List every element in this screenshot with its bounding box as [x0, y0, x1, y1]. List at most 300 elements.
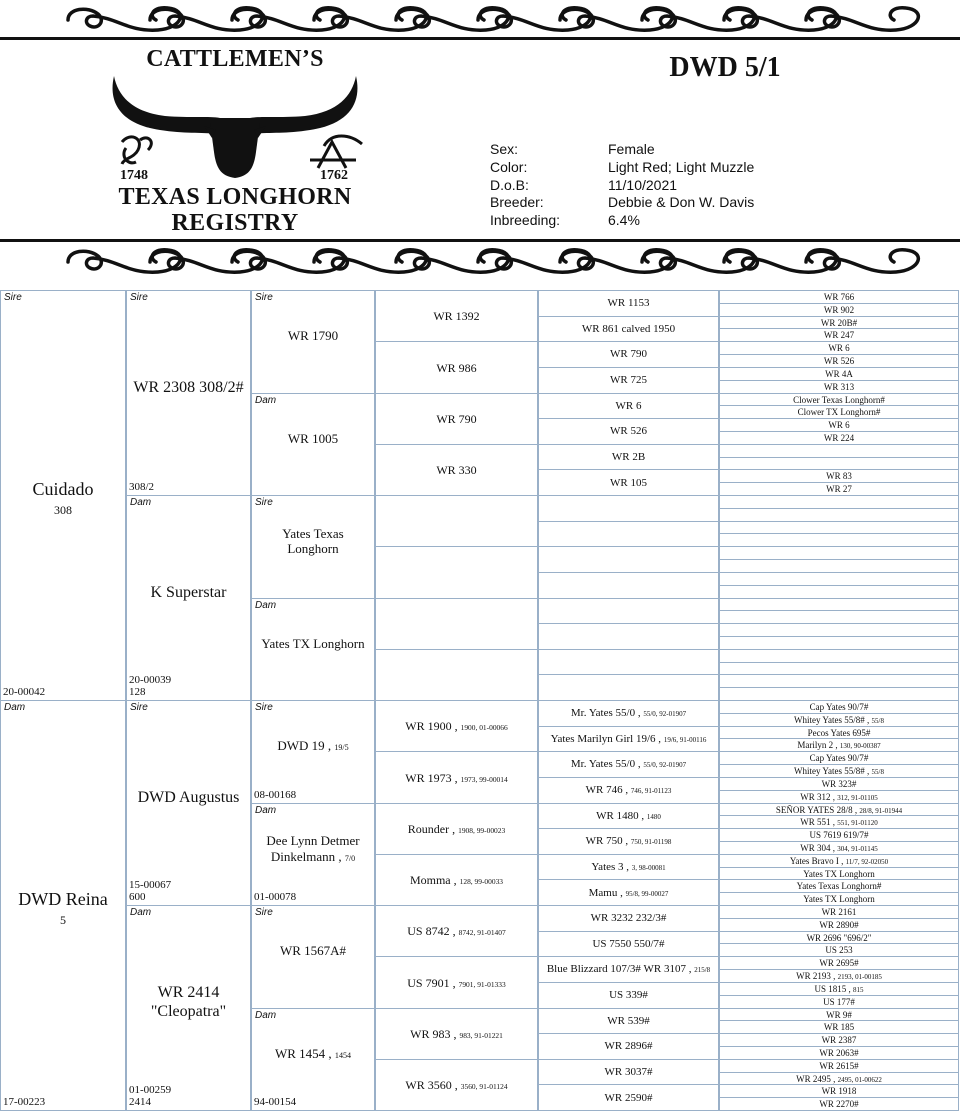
animal-name — [720, 984, 958, 995]
pedigree-cell-gen5 — [538, 931, 719, 958]
pedigree-cell-gen6 — [719, 610, 959, 624]
animal-name-text: WR 750 , — [585, 835, 631, 848]
animal-name-text: WR 861 calved 1950 — [581, 322, 676, 335]
registration-number: 3, 98-00081 — [631, 863, 666, 872]
animal-name — [539, 477, 718, 490]
animal-name — [720, 1061, 958, 1072]
animal-name-text: DWD 19 , — [277, 738, 335, 754]
animal-name-text: US 1815 , — [814, 983, 853, 994]
animal-name — [252, 833, 374, 864]
animal-name-text: Marilyn 2 , — [797, 740, 840, 751]
pedigree-cell-gen6 — [719, 328, 959, 342]
parent-role-label: Dam — [255, 1009, 277, 1021]
color-label: Color: — [490, 159, 528, 175]
animal-name — [720, 343, 958, 354]
pedigree-cell-gen6 — [719, 559, 959, 573]
pedigree-cell-gen6 — [719, 533, 959, 547]
pedigree-cell-gen5 — [538, 1008, 719, 1035]
pedigree-cell-gen4 — [375, 905, 538, 957]
animal-name — [720, 856, 958, 867]
pedigree-cell-gen4 — [375, 444, 538, 496]
animal-name-text: WR 27 — [826, 484, 852, 495]
animal-name-text: WR 9# — [826, 1009, 852, 1020]
bottom-scroll-border — [0, 242, 960, 282]
pedigree-cell-gen6 — [719, 841, 959, 855]
animal-name — [720, 779, 958, 790]
animal-name-text: Cuidado — [32, 479, 94, 500]
pedigree-cell-gen6 — [719, 546, 959, 560]
registration-number: 2193, 01-00185 — [837, 973, 882, 982]
animal-name-text: Dee Lynn Detmer Dinkelmann , — [266, 833, 360, 864]
animal-name — [720, 728, 958, 739]
registration-id: 308/2 — [129, 481, 155, 494]
animal-name-text: Yates Texas Longhorn — [282, 525, 344, 557]
parent-role-label: Dam — [255, 599, 277, 611]
animal-name — [252, 636, 374, 652]
animal-name — [720, 869, 958, 880]
animal-name-text: WR 526 — [610, 425, 647, 438]
pedigree-cell-gen3 — [251, 598, 375, 702]
year-right: 1762 — [320, 168, 348, 183]
animal-name-text: WR 2063# — [819, 1047, 859, 1058]
pedigree-cell-gen6 — [719, 598, 959, 612]
registry-logo — [100, 42, 370, 238]
parent-role-label: Sire — [255, 907, 273, 918]
animal-name-text: WR 323# — [821, 778, 857, 789]
pedigree-cell-gen4 — [375, 546, 538, 598]
registration-id: 94-00154 — [254, 1096, 297, 1109]
breeder-label: Breeder: — [490, 194, 544, 210]
pedigree-cell-gen4 — [375, 393, 538, 445]
animal-name-text: WR 6 — [828, 343, 850, 354]
animal-name-text: WR 1480 , — [596, 809, 647, 822]
parent-role-label: Sire — [255, 702, 273, 713]
animal-name-text: US 7901 , — [407, 975, 459, 990]
animal-name-text: K Superstar — [150, 583, 227, 601]
animal-name — [720, 356, 958, 367]
pedigree-chart — [0, 290, 960, 1110]
animal-name-text: WR 2896# — [604, 1040, 653, 1053]
animal-name-text: WR 2414 "Cleopatra" — [150, 984, 227, 1021]
animal-name — [720, 830, 958, 841]
inbreeding-value: 6.4% — [608, 212, 640, 228]
pedigree-cell-gen5 — [538, 956, 719, 983]
animal-name-text: Mamu , — [588, 886, 626, 899]
animal-name-text: Clower TX Longhorn# — [797, 407, 881, 418]
animal-name-text: WR 3037# — [604, 1065, 653, 1078]
animal-name — [376, 361, 537, 375]
animal-name-text: Yates 3 , — [591, 860, 632, 873]
animal-name-text: WR 2590# — [604, 1091, 653, 1104]
animal-name — [720, 843, 958, 854]
animal-name — [539, 887, 718, 900]
animal-name — [720, 407, 958, 418]
pedigree-cell-gen6 — [719, 790, 959, 804]
animal-name — [539, 1066, 718, 1079]
animal-name — [720, 1010, 958, 1021]
animal-name — [376, 719, 537, 733]
animal-name-text: Yates Marilyn Girl 19/6 , — [550, 732, 664, 745]
pedigree-cell-gen1 — [0, 290, 126, 701]
dob-value: 11/10/2021 — [608, 177, 678, 193]
registration-number: 815 — [853, 985, 864, 994]
pedigree-cell-gen5 — [538, 341, 719, 368]
animal-name — [720, 292, 958, 303]
pedigree-cell-gen4 — [375, 956, 538, 1008]
animal-name-text: US 253 — [825, 945, 853, 956]
pedigree-cell-gen6 — [719, 405, 959, 419]
animal-name-text: WR 3560 , — [405, 1078, 461, 1093]
parent-role-label: Dam — [255, 394, 277, 406]
registration-id: 08-00168 — [254, 788, 297, 801]
animal-name-text: Whitey Yates 55/8# , — [794, 714, 872, 725]
animal-registration-title: DWD 5/1 — [669, 52, 781, 83]
animal-name-text: DWD Augustus — [137, 788, 240, 806]
pedigree-cell-gen6 — [719, 918, 959, 932]
pedigree-cell-gen6 — [719, 482, 959, 496]
pedigree-cell-gen5 — [538, 418, 719, 445]
registration-number: 128, 99-00033 — [459, 877, 504, 887]
pedigree-cell-gen2 — [126, 700, 251, 906]
animal-name — [539, 348, 718, 361]
pedigree-cell-gen4 — [375, 341, 538, 393]
animal-name-text: Rounder , — [407, 821, 459, 836]
pedigree-cell-gen4 — [375, 751, 538, 803]
sex-value: Female — [608, 141, 655, 157]
animal-name-text: WR 902 — [823, 304, 855, 315]
animal-name-text: WR 1567A# — [279, 943, 347, 959]
pedigree-cell-gen5 — [538, 495, 719, 522]
pedigree-cell-gen3 — [251, 393, 375, 497]
animal-name-text: WR 2B — [611, 450, 646, 463]
animal-name-text: Whitey Yates 55/8# , — [794, 766, 872, 777]
pedigree-cell-gen5 — [538, 700, 719, 727]
animal-name-text: WR 304 , — [800, 842, 838, 853]
registration-id: 17-00223 — [3, 1096, 46, 1109]
pedigree-cell-gen6 — [719, 738, 959, 752]
pedigree-cell-gen3 — [251, 1008, 375, 1112]
registration-number: 55/8 — [871, 716, 884, 725]
parent-role-label: Sire — [255, 497, 273, 508]
pedigree-cell-gen6 — [719, 982, 959, 996]
animal-name — [720, 817, 958, 828]
animal-name — [720, 1099, 958, 1110]
animal-name-text: WR 312 , — [800, 791, 838, 802]
animal-name-text: Mr. Yates 55/0 , — [570, 758, 644, 771]
scroll-ornament-icon — [68, 8, 180, 30]
animal-name — [539, 861, 718, 874]
animal-name — [720, 945, 958, 956]
pedigree-cell-gen6 — [719, 1008, 959, 1022]
inbreeding-label: Inbreeding: — [490, 212, 561, 228]
animal-name — [376, 873, 537, 887]
animal-name — [720, 1048, 958, 1059]
registration-number: 746, 91-01123 — [630, 787, 672, 796]
pedigree-cell-gen5 — [538, 803, 719, 830]
animal-name — [720, 894, 958, 905]
pedigree-cell-gen6 — [719, 303, 959, 317]
pedigree-cell-gen6 — [719, 943, 959, 957]
animal-name — [720, 920, 958, 931]
pedigree-cell-gen6 — [719, 751, 959, 765]
animal-name — [376, 463, 537, 477]
pedigree-cell-gen4 — [375, 1008, 538, 1060]
animal-name-text: WR 2308 308/2# — [133, 378, 244, 396]
animal-name — [252, 943, 374, 959]
pedigree-cell-gen4 — [375, 598, 538, 650]
pedigree-cell-gen6 — [719, 316, 959, 330]
registration-number: 7901, 91-01333 — [458, 979, 506, 989]
animal-name-text: WR 1392 — [433, 309, 480, 324]
pedigree-cell-gen6 — [719, 508, 959, 522]
pedigree-cell-gen5 — [538, 982, 719, 1009]
animal-name-text: WR 1153 — [607, 297, 650, 310]
pedigree-cell-gen6 — [719, 815, 959, 829]
pedigree-cell-gen5 — [538, 1059, 719, 1086]
animal-name-text: WR 539# — [607, 1014, 650, 1027]
animal-name-text: Cap Yates 90/7# — [809, 702, 869, 712]
registry-name-line3: REGISTRY — [171, 210, 299, 236]
registration-number: 215/8 — [694, 966, 711, 975]
pedigree-cell-gen4 — [375, 495, 538, 547]
pedigree-cell-gen6 — [719, 674, 959, 688]
pedigree-cell-gen3 — [251, 803, 375, 907]
parent-role-label: Sire — [4, 292, 22, 303]
animal-name-text: WR 725 — [610, 374, 647, 387]
animal-name — [539, 1040, 718, 1053]
pedigree-cell-gen6 — [719, 431, 959, 445]
registration-number: 19/6, 91-00116 — [663, 735, 707, 744]
registration-number: 8742, 91-01407 — [458, 928, 506, 938]
animal-name — [720, 1086, 958, 1097]
pedigree-cell-gen6 — [719, 879, 959, 893]
pedigree-cell-gen4 — [375, 854, 538, 906]
animal-name — [720, 1035, 958, 1046]
pedigree-cell-gen6 — [719, 521, 959, 535]
pedigree-cell-gen6 — [719, 457, 959, 471]
animal-name-text: WR 224 — [823, 432, 855, 443]
animal-name-text: Yates TX Longhorn — [803, 868, 875, 879]
parent-role-label: Dam — [130, 497, 152, 508]
animal-name — [720, 958, 958, 969]
animal-name — [376, 822, 537, 836]
pedigree-cell-gen6 — [719, 354, 959, 368]
pedigree-cell-gen5 — [538, 649, 719, 676]
animal-name-text: Yates TX Longhorn — [261, 635, 365, 651]
animal-name-text: US 7619 619/7# — [809, 830, 869, 841]
animal-name — [720, 318, 958, 329]
animal-name-text: DWD Reina — [18, 889, 108, 910]
pedigree-cell-gen6 — [719, 495, 959, 509]
animal-name-text: WR 2695# — [819, 958, 859, 969]
registration-number: 551, 91-01120 — [837, 819, 878, 828]
registration-number: 130, 90-00387 — [839, 742, 881, 751]
parent-role-label: Dam — [4, 702, 26, 713]
animal-name-text: WR 1454 , — [274, 1045, 335, 1061]
animal-name — [127, 583, 250, 602]
animal-name-text: WR 1918 — [821, 1086, 857, 1097]
animal-name — [720, 382, 958, 393]
registration-number: 2495, 01-00622 — [837, 1075, 882, 1084]
animal-name-text: WR 790 — [610, 348, 647, 361]
pedigree-cell-gen6 — [719, 892, 959, 906]
animal-name-text: Yates Bravo I , — [789, 855, 846, 866]
top-rule — [0, 37, 960, 40]
animal-name-text: WR 746 , — [585, 784, 631, 797]
registration-id: 01-00259 2414 — [129, 1083, 172, 1109]
pedigree-cell-gen6 — [719, 341, 959, 355]
pedigree-cell-gen6 — [719, 931, 959, 945]
pedigree-cell-gen6 — [719, 1084, 959, 1098]
registration-id: 15-00067 600 — [129, 878, 172, 904]
animal-name — [720, 433, 958, 444]
animal-name — [252, 1046, 374, 1062]
animal-name — [252, 526, 374, 557]
animal-name — [539, 989, 718, 1002]
pedigree-cell-gen6 — [719, 649, 959, 663]
animal-name-text: WR 983 , — [410, 1026, 460, 1041]
registration-number: 19/5 — [334, 743, 349, 753]
animal-number: 5 — [60, 912, 66, 927]
animal-name-text: WR 330 — [436, 463, 477, 478]
pedigree-cell-gen5 — [538, 546, 719, 573]
animal-name-text: WR 1973 , — [405, 770, 461, 785]
pedigree-cell-gen6 — [719, 803, 959, 817]
pedigree-cell-gen5 — [538, 726, 719, 753]
pedigree-cell-gen6 — [719, 585, 959, 599]
registration-number: 11/7, 92-02050 — [845, 857, 889, 866]
animal-name-text: WR 83 — [826, 471, 852, 482]
animal-name-text: WR 247 — [823, 330, 855, 341]
animal-name-text: WR 2193 , — [796, 971, 838, 982]
animal-name — [127, 788, 250, 807]
animal-name-text: WR 20B# — [820, 317, 858, 328]
registration-number: 1480 — [646, 812, 661, 821]
pedigree-cell-gen5 — [538, 444, 719, 471]
pedigree-cell-gen6 — [719, 956, 959, 970]
pedigree-cell-gen5 — [538, 1084, 719, 1111]
animal-name-text: Mr. Yates 55/0 , — [570, 707, 644, 720]
parent-role-label: Sire — [130, 292, 148, 303]
pedigree-cell-gen3 — [251, 905, 375, 1009]
registration-id: 20-00042 — [3, 686, 46, 699]
animal-name — [539, 451, 718, 464]
registration-number: 28/8, 91-01944 — [859, 806, 903, 815]
animal-name — [539, 758, 718, 771]
pedigree-cell-gen5 — [538, 828, 719, 855]
animal-name-text: WR 6 — [615, 399, 642, 412]
animal-name — [720, 702, 958, 713]
pedigree-cell-gen3 — [251, 290, 375, 394]
animal-name — [720, 471, 958, 482]
animal-name-text: WR 551 , — [800, 817, 838, 828]
pedigree-cell-gen6 — [719, 687, 959, 701]
animal-name — [539, 835, 718, 848]
pedigree-cell-gen6 — [719, 764, 959, 778]
animal-name — [720, 907, 958, 918]
animal-name — [720, 753, 958, 764]
pedigree-cell-gen5 — [538, 854, 719, 881]
pedigree-cell-gen6 — [719, 713, 959, 727]
animal-name — [252, 738, 374, 754]
animal-number: 308 — [54, 502, 72, 517]
registration-number: 55/8 — [871, 768, 884, 777]
pedigree-cell-gen2 — [126, 495, 251, 701]
pedigree-cell-gen5 — [538, 674, 719, 701]
pedigree-cell-gen6 — [719, 662, 959, 676]
registration-number: 312, 91-01105 — [837, 793, 878, 802]
animal-name — [720, 971, 958, 982]
pedigree-cell-gen5 — [538, 572, 719, 599]
breeder-value: Debbie & Don W. Davis — [608, 194, 755, 210]
pedigree-cell-gen6 — [719, 905, 959, 919]
animal-name-text: WR 2696 "696/2" — [806, 932, 872, 943]
pedigree-cell-gen4 — [375, 290, 538, 342]
registration-number: 1908, 99-00023 — [458, 825, 506, 835]
sex-label: Sex: — [490, 141, 519, 157]
pedigree-cell-gen5 — [538, 521, 719, 548]
animal-name-text: WR 1900 , — [405, 719, 461, 734]
animal-name — [1, 479, 125, 501]
animal-name — [376, 412, 537, 426]
animal-name — [720, 715, 958, 726]
animal-name-text: Yates Texas Longhorn# — [796, 881, 882, 892]
registration-number: 1900, 01-00066 — [460, 723, 508, 733]
animal-name-text: Momma , — [409, 873, 460, 888]
animal-name-text: WR 2615# — [819, 1060, 859, 1071]
animal-name-text: Clower Texas Longhorn# — [793, 394, 885, 405]
animal-name — [720, 1022, 958, 1033]
animal-name — [720, 395, 958, 406]
animal-name-text: WR 3232 232/3# — [590, 912, 667, 925]
animal-name-text: US 177# — [823, 996, 855, 1007]
animal-name — [720, 805, 958, 816]
pedigree-cell-gen5 — [538, 879, 719, 906]
animal-name — [720, 330, 958, 341]
parent-role-label: Sire — [255, 292, 273, 303]
animal-name — [539, 323, 718, 336]
registration-number: 7/0 — [344, 853, 356, 863]
pedigree-cell-gen4 — [375, 700, 538, 752]
animal-name — [720, 997, 958, 1008]
animal-name-text: WR 1790 — [287, 328, 339, 344]
pedigree-cell-gen6 — [719, 1059, 959, 1073]
color-value: Light Red; Light Muzzle — [608, 159, 755, 175]
animal-name — [376, 976, 537, 990]
animal-name-text: US 7550 550/7# — [592, 937, 665, 950]
animal-name-text: WR 986 — [436, 360, 477, 375]
registration-number: 1973, 99-00014 — [460, 774, 508, 784]
pedigree-cell-gen5 — [538, 367, 719, 394]
pedigree-cell-gen6 — [719, 1046, 959, 1060]
pedigree-cell-gen6 — [719, 380, 959, 394]
animal-name-text: WR 2890# — [819, 919, 859, 930]
animal-name — [376, 1027, 537, 1041]
animal-name — [720, 484, 958, 495]
registry-name-line1: CATTLEMEN’S — [146, 46, 324, 72]
animal-name — [720, 305, 958, 316]
pedigree-cell-gen6 — [719, 444, 959, 458]
animal-name-text: Yates TX Longhorn — [803, 894, 875, 905]
pedigree-cell-gen1 — [0, 700, 126, 1111]
animal-name-text: Cap Yates 90/7# — [809, 753, 869, 764]
pedigree-cell-gen5 — [538, 393, 719, 420]
pedigree-cell-gen5 — [538, 905, 719, 932]
pedigree-cell-gen6 — [719, 700, 959, 714]
animal-name — [539, 1092, 718, 1105]
pedigree-cell-gen6 — [719, 623, 959, 637]
registration-number: 55/0, 92-01907 — [643, 761, 687, 770]
